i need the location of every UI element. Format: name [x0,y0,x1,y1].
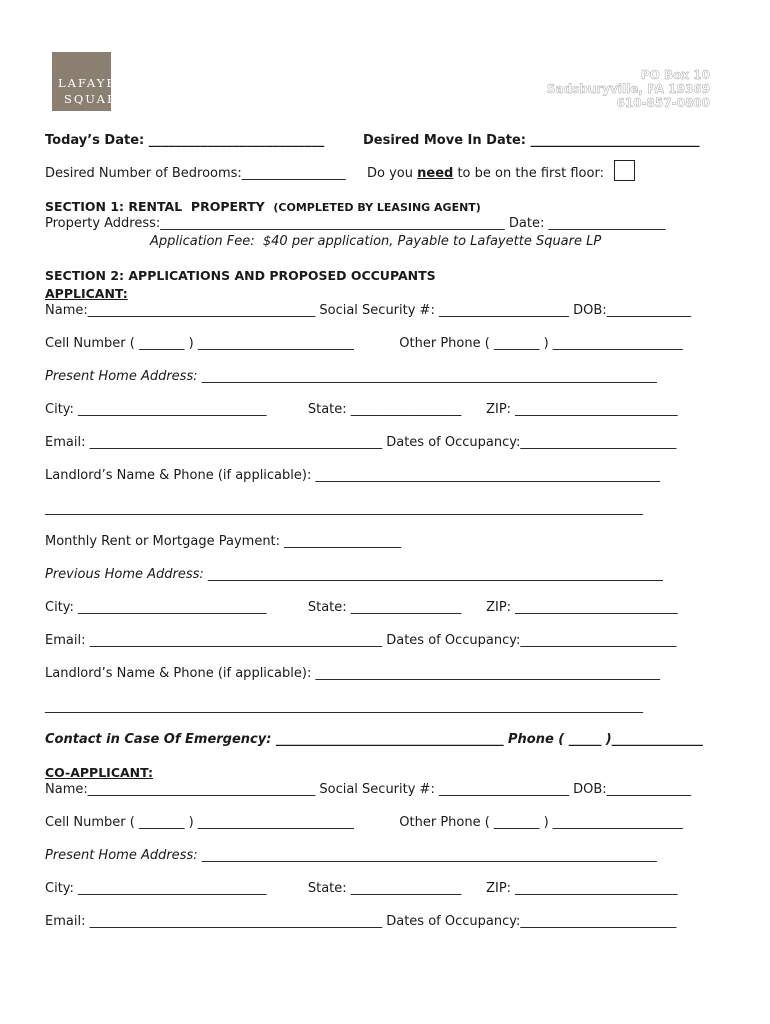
first-floor-pre: Do you [367,166,418,181]
monthly-rent-field[interactable]: Monthly Rent or Mortgage Payment: __________________ [45,534,402,549]
logo-line-1: LAFAYETTE [58,76,147,90]
previous-city-field[interactable]: City: _____________________________ State: _________________ ZIP: _________________________ [45,600,678,615]
co-applicant-cell-field[interactable]: Cell Number ( _______ ) ________________________ Other Phone ( _______ ) ____________________ [45,815,683,830]
move-in-date-field[interactable]: Desired Move In Date: __________________________ [363,133,700,148]
co-applicant-heading: CO-APPLICANT: [45,765,153,780]
company-address [547,68,710,110]
todays-date-field[interactable]: Today’s Date: ___________________________ [45,133,325,148]
applicant-cell-field[interactable]: Cell Number ( _______ ) ________________________ Other Phone ( _______ ) ____________________ [45,336,683,351]
section-2-title: SECTION 2: APPLICATIONS AND PROPOSED OCCUPANTS [45,268,436,283]
previous-email-field[interactable]: Email: _____________________________________________ Dates of Occupancy:________________________ [45,633,677,648]
logo-text [58,75,147,107]
logo-line-2: SQUARE [64,92,129,106]
applicant-heading: APPLICANT: [45,286,128,301]
section-1-note: (COMPLETED BY LEASING AGENT) [273,201,481,214]
first-floor-need: need [417,166,454,181]
address-line-2: Sadsburyville, PA 19369 [546,82,710,96]
applicant-email-field[interactable]: Email: _____________________________________________ Dates of Occupancy:________________________ [45,435,677,450]
first-floor-post: to be on the first floor: [453,166,604,181]
section-1-heading: SECTION 1: RENTAL PROPERTY [45,199,274,214]
previous-landlord-field[interactable]: Landlord’s Name & Phone (if applicable): _____________________________________________________ [45,666,660,681]
co-applicant-city-field[interactable]: City: _____________________________ State: _________________ ZIP: _________________________ [45,881,678,896]
first-floor-question [367,166,604,182]
applicant-blank-line[interactable]: ____________________________________________________________________________________________ [45,501,643,516]
applicant-name-field[interactable]: Name:___________________________________ Social Security #: ____________________ DOB:_____________ [45,303,692,318]
co-applicant-name-field[interactable]: Name:___________________________________ Social Security #: ____________________ DOB:_____________ [45,782,692,797]
property-address-field[interactable]: Property Address:_____________________________________________________ Date: __________________ [45,216,666,231]
applicant-landlord-field[interactable]: Landlord’s Name & Phone (if applicable): _____________________________________________________ [45,468,660,483]
section-1-title [45,199,481,216]
previous-address-field[interactable]: Previous Home Address: ______________________________________________________________________ [45,567,663,582]
previous-blank-line[interactable]: ____________________________________________________________________________________________ [45,699,643,714]
first-floor-checkbox[interactable] [614,160,635,181]
bedrooms-field[interactable]: Desired Number of Bedrooms:________________ [45,166,346,181]
applicant-present-address-field[interactable]: Present Home Address: ______________________________________________________________________ [45,369,657,384]
emergency-contact-field[interactable]: Contact in Case Of Emergency: ___________________________________ Phone ( _____ )______________ [45,732,703,747]
applicant-city-field[interactable]: City: _____________________________ State: _________________ ZIP: _________________________ [45,402,678,417]
co-applicant-present-address-field[interactable]: Present Home Address: ______________________________________________________________________ [45,848,657,863]
application-fee-note: Application Fee: $40 per application, Payable to Lafayette Square LP [150,234,602,249]
co-applicant-email-field[interactable]: Email: _____________________________________________ Dates of Occupancy:________________________ [45,914,677,929]
address-line-3: 610-857-0800 [616,96,710,110]
address-line-1: PO Box 10 [640,68,710,82]
